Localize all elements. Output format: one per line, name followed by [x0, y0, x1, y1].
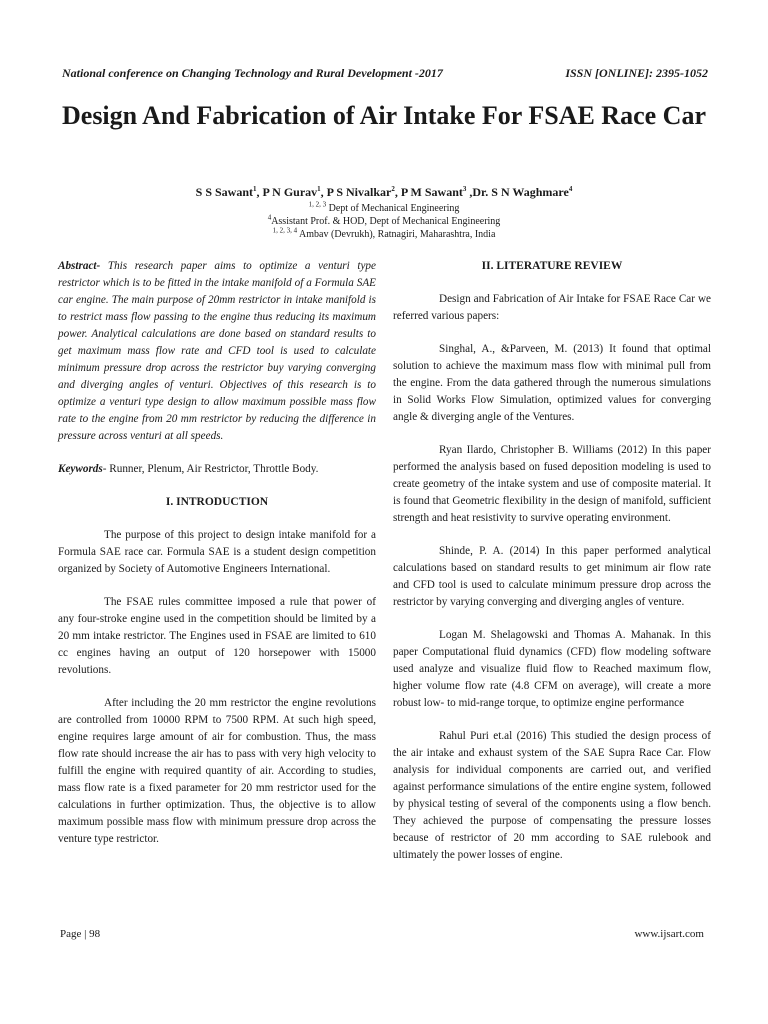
- affiliation-text: Ambav (Devrukh), Ratnagiri, Maharashtra, India: [297, 229, 496, 240]
- affiliation-line: [100, 202, 668, 215]
- paragraph: Shinde, P. A. (2014) In this paper performed analytical calculations based on standard results to get minimum air flow rate and CFD tool is used to calculate minimum pressure drop across the restrictor by varying converging and diverging angles of venture.: [393, 545, 711, 608]
- author-affiliation-mark: 3: [462, 185, 467, 193]
- author-separator: ,: [256, 185, 263, 199]
- left-column: [58, 258, 376, 848]
- section-heading-introduction: I. INTRODUCTION: [165, 496, 269, 508]
- paragraph: Rahul Puri et.al (2016) This studied the design process of the air intake and exhaust system of the SAE Supra Race Car. Flow analysis for individual components are carried out, and verified against performance simulations of the entire engine system, followed by physical testing of several of the components using a flow bench. They achieved the purpose of compensating the pressure losses because of restrictor of 20 mm according to SAE rulebook and ultimately the power losses of engine.: [393, 730, 711, 861]
- paragraph: The FSAE rules committee imposed a rule that power of any four-stroke engine used in the competition should be limited by a 20 mm intake restrictor. The Engines used in FSAE are limited to 610 cc engines having an output of 120 horsepower with 15000 revolutions.: [58, 596, 376, 676]
- abstract-text: This research paper aims to optimize a venturi type restrictor which is to be fitted in the intake manifold of a Formula SAE car engine. The main purpose of 20mm restrictor in intake manifold is to restrict mass flow passing to the engine thus reducing its maximum power. Analytical calculations are done based on standard results to get maximum mass flow rate and CFD tool is used to calculate minimum pressure drop across the restrictor buy varying converging and diverging angles of venturi. Objectives of this research is to optimize a venturi type design to allow maximum possible mass flow rate to the engine from 20 mm restrictor by reducing the difference in pressure across venturi at all speeds.: [58, 260, 376, 442]
- author-name: P N Gurav: [262, 185, 318, 199]
- paragraph: Singhal, A., &Parveen, M. (2013) It found that optimal solution to achieve the maximum mass flow with minimal pull from the engine. From the data gathered through the numerous simulations in Solid Works Flow Simulation, optimized values for converging angle & diverging angle of the Ventures.: [393, 343, 711, 423]
- issn-number: ISSN [ONLINE]: 2395-1052: [565, 66, 708, 80]
- affiliation-text: Assistant Prof. & HOD, Dept of Mechanical Engineering: [271, 216, 501, 227]
- paper-title: Design And Fabrication of Air Intake For FSAE Race Car: [62, 101, 706, 130]
- abstract-label: Abstract-: [58, 260, 101, 272]
- paragraph: Design and Fabrication of Air Intake for FSAE Race Car we referred various papers:: [393, 293, 711, 322]
- right-column: [393, 258, 711, 864]
- author-name: S S Sawant: [195, 185, 253, 199]
- page-number: Page | 98: [60, 928, 101, 940]
- author-block: [100, 182, 668, 241]
- author-affiliation-mark: 4: [568, 185, 573, 193]
- author-affiliation-mark: 2: [391, 185, 395, 193]
- section-heading-literature-review: II. LITERATURE REVIEW: [481, 260, 623, 272]
- affiliation-text: Dept of Mechanical Engineering: [326, 203, 460, 214]
- keywords-text: - Runner, Plenum, Air Restrictor, Throttle Body.: [102, 463, 319, 475]
- paragraph: After including the 20 mm restrictor the engine revolutions are controlled from 10000 RPM to 7500 RPM. At such high speed, engine requires large amount of air for combustion. Thus, the mass flow rate should increase the air has to pass with very high velocity to fulfill the engine with required quantity of air. According to studies, mass flow rate is a fixed parameter for 20 mm restrictor used for the calculations in further optimization. Thus, the objective is to allow maximum possible mass flow with minimum pressure drop across the venture type restrictor.: [58, 697, 376, 845]
- author-affiliation-mark: 1: [253, 185, 257, 193]
- affiliation-line: [100, 228, 668, 241]
- author-name: P M Sawant: [400, 185, 463, 199]
- abstract: [58, 258, 376, 445]
- keywords-label: Keywords: [58, 463, 103, 475]
- conference-name: National conference on Changing Technology and Rural Development -2017: [62, 66, 443, 80]
- keywords: [58, 461, 376, 478]
- journal-website: www.ijsart.com: [634, 928, 704, 940]
- author-name: P S Nivalkar: [326, 185, 392, 199]
- affiliation-line: [100, 215, 668, 228]
- affiliation-mark: 1, 2, 3: [308, 200, 327, 209]
- author-separator: ,: [466, 185, 473, 199]
- affiliation-mark: 4: [267, 213, 272, 222]
- author-separator: ,: [320, 185, 327, 199]
- author-affiliation-mark: 1: [317, 185, 321, 193]
- author-name: Dr. S N Waghmare: [472, 185, 569, 199]
- affiliation-mark: 1, 2, 3, 4: [272, 226, 298, 235]
- paragraph: Ryan Ilardo, Christopher B. Williams (2012) In this paper performed the analysis based on fused deposition modeling is used to create geometry of the intake system and use of composite material. It is found that Geometric flexibility in the design of manifold, sufficient strength and heat resistivity to survive operating environment.: [393, 444, 711, 524]
- author-separator: ,: [394, 185, 401, 199]
- paragraph: The purpose of this project to design intake manifold for a Formula SAE race car. Formula SAE is a student design competition organized by Society of Automotive Engineers International.: [58, 529, 376, 575]
- author-list: [100, 182, 668, 202]
- paragraph: Logan M. Shelagowski and Thomas A. Mahanak. In this paper Computational fluid dynamics (CFD) flow modeling software used analyze and visualize fluid flow to Reached maximum flow, higher volume flow rate (4.8 CFM on average), will create a more robust low- to mid-range torque, to optimize engine performance: [393, 629, 711, 709]
- page-footer: [60, 928, 704, 944]
- running-header: [62, 66, 708, 84]
